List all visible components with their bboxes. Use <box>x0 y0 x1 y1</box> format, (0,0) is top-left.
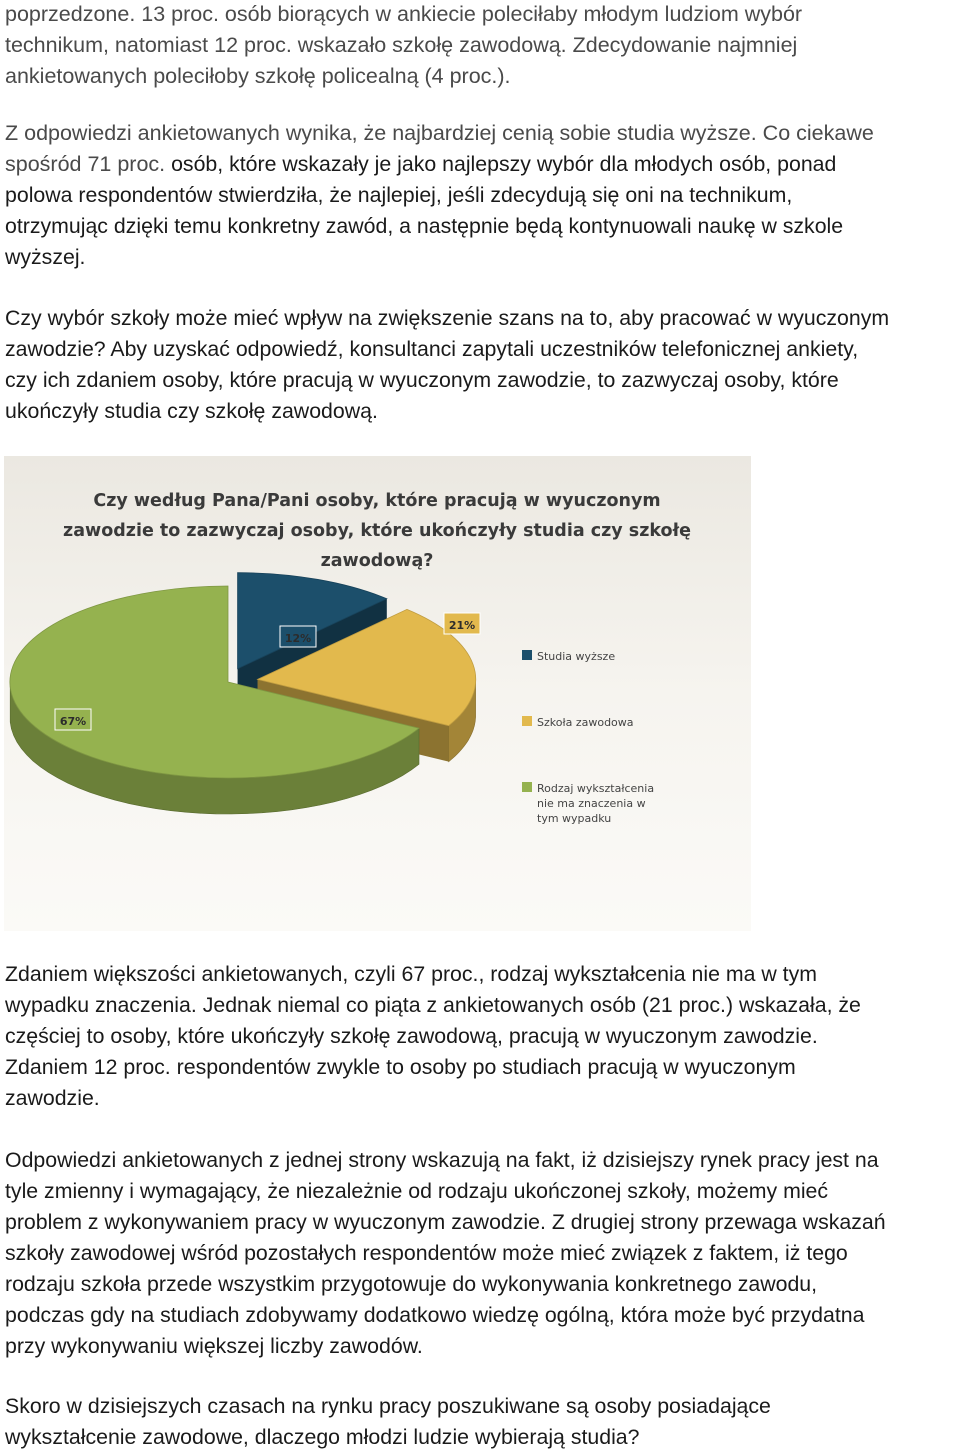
legend-label: Studia wyższe <box>537 650 616 663</box>
text-line: Zdaniem 12 proc. respondentów zwykle to osoby po studiach pracują w wyuczonym <box>5 1055 796 1079</box>
text-line: otrzymując dzięki temu konkretny zawód, a następnie będą kontynuowali naukę w szkole <box>5 214 844 238</box>
chart-title-line: zawodzie to zazwyczaj osoby, które ukończyły studia czy szkołę <box>63 521 691 541</box>
legend-label: nie ma znaczenia w <box>537 797 646 810</box>
legend-swatch <box>522 782 532 792</box>
text-line: Czy wybór szkoły może mieć wpływ na zwiększenie szans na to, aby pracować w wyuczonym <box>5 306 890 330</box>
pie-data-label <box>444 613 480 634</box>
text-line: szkoły zawodowej wśród pozostałych respondentów może mieć związek z faktem, iż tego <box>5 1241 848 1265</box>
pie-chart-figure <box>4 456 751 931</box>
text-fragment: osób, które wskazały je jako najlepszy wybór dla młodych osób, ponad <box>165 152 837 176</box>
pie-data-label <box>55 709 91 730</box>
paragraph-closing-question <box>5 1391 957 1453</box>
text-line: ukończyły studia czy szkołę zawodową. <box>5 399 378 423</box>
text-line: zawodzie. <box>5 1086 100 1110</box>
text-line: ankietowanych poleciłoby szkołę policealną (4 proc.). <box>5 64 511 88</box>
text-line: wyższej. <box>5 245 86 269</box>
text-line: częściej to osoby, które ukończyły szkołę zawodową, pracują w wyuczonym zawodzie. <box>5 1024 818 1048</box>
pie-chart <box>4 456 751 931</box>
legend-label: Szkoła zawodowa <box>537 716 634 729</box>
pie-data-label-text: 12% <box>284 632 312 645</box>
chart-title-line: Czy według Pana/Pani osoby, które pracują w wyuczonym <box>93 491 661 511</box>
pie-data-label-text: 67% <box>59 715 87 728</box>
text-line: Zdaniem większości ankietowanych, czyli 67 proc., rodzaj wykształcenia nie ma w tym <box>5 962 817 986</box>
text-line: Skoro w dzisiejszych czasach na rynku pracy poszukiwane są osoby posiadające <box>5 1394 771 1418</box>
text-line: tyle zmienny i wymagający, że niezależnie od rodzaju ukończonej szkoły, możemy mieć <box>5 1179 829 1203</box>
text-line: wykształcenie zawodowe, dlaczego młodzi ludzie wybierają studia? <box>5 1425 640 1449</box>
text-line: wypadku znaczenia. Jednak niemal co piąta z ankietowanych osób (21 proc.) wskazała, że <box>5 993 861 1017</box>
text-fragment: spośród 71 proc. <box>5 152 166 176</box>
text-line: problem z wykonywaniem pracy w wyuczonym zawodzie. Z drugiej strony przewaga wskazań <box>5 1210 886 1234</box>
legend-swatch <box>522 716 532 726</box>
text-line: rodzaju szkoła przede wszystkim przygotowuje do wykonywania konkretnego zawodu, <box>5 1272 818 1296</box>
pie-data-label <box>280 626 316 647</box>
text-line: polowa respondentów stwierdziła, że najlepiej, jeśli zdecydują się oni na technikum, <box>5 183 793 207</box>
paragraph-analysis <box>5 1145 957 1362</box>
legend-swatch <box>522 650 532 660</box>
text-line: podczas gdy na studiach zdobywamy dodatkowo wiedzę ogólną, która może być przydatna <box>5 1303 865 1327</box>
legend-label: Rodzaj wykształcenia <box>537 782 655 795</box>
paragraph-studies <box>5 118 957 273</box>
pie-data-label-text: 21% <box>448 619 476 632</box>
text-line: technikum, natomiast 12 proc. wskazało szkołę zawodową. Zdecydowanie najmniej <box>5 33 798 57</box>
text-line: zawodzie? Aby uzyskać odpowiedź, konsultanci zapytali uczestników telefonicznej ankiety, <box>5 337 859 361</box>
text-line: Odpowiedzi ankietowanych z jednej strony wskazują na fakt, iż dzisiejszy rynek pracy jest na <box>5 1148 879 1172</box>
text-line: przy wykonywaniu większej liczby zawodów. <box>5 1334 423 1358</box>
paragraph-question <box>5 303 957 427</box>
text-line: Z odpowiedzi ankietowanych wynika, że najbardziej cenią sobie studia wyższe. Co ciekawe <box>5 121 874 145</box>
text-line: poprzedzone. 13 proc. osób biorących w ankiecie poleciłaby młodym ludziom wybór <box>5 2 803 26</box>
paragraph-results <box>5 959 957 1114</box>
paragraph-intro <box>5 0 957 92</box>
chart-title-line: zawodową? <box>320 551 434 571</box>
text-line: czy ich zdaniem osoby, które pracują w wyuczonym zawodzie, to zazwyczaj osoby, które <box>5 368 839 392</box>
legend-label: tym wypadku <box>537 812 612 825</box>
